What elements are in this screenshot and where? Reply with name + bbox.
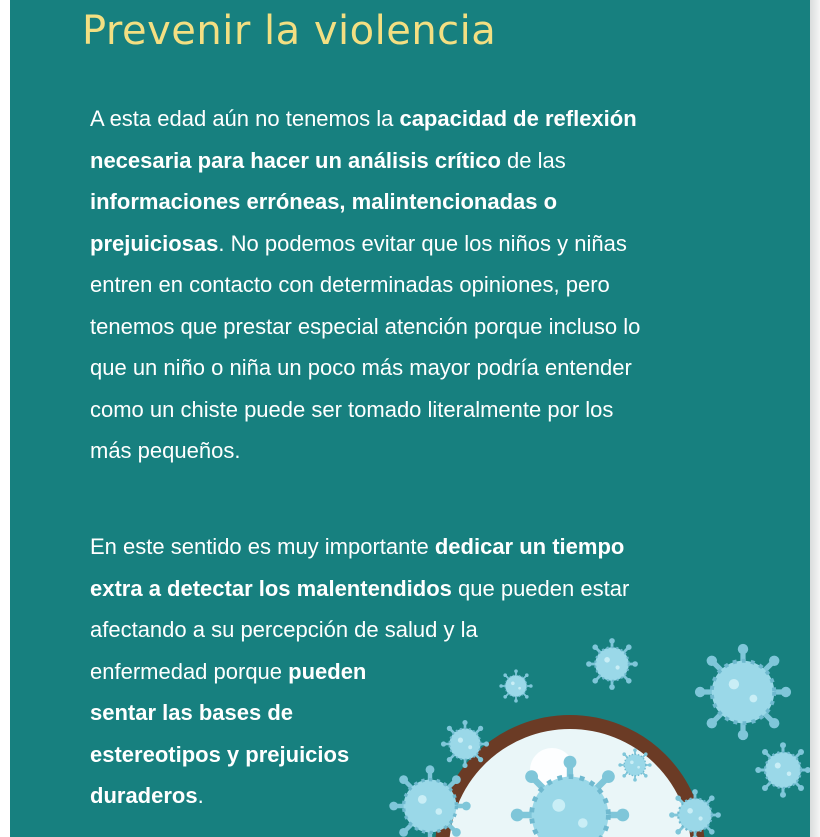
virus-icon [499, 669, 532, 702]
virus-icon [755, 742, 810, 798]
virus-icon [618, 748, 651, 781]
paragraph-2: En este sentido es muy importante dedicar un tiempo extra a detectar los malentendidos que pueden estar afectando a su percepción de salud y la enfermedad porque pueden sentar las bases de estereotipos y prejuicios duraderos. [90, 534, 630, 808]
virus-icon [695, 644, 791, 740]
page-panel [10, 0, 810, 837]
virus-icon [586, 638, 638, 690]
paragraph-1: A esta edad aún no tenemos la capacidad de reflexión necesaria para hacer un análisis crítico de las informaciones erróneas, malintencionadas o prejuiciosas. No podemos evitar que los niños y niñas entren en contacto con determinadas opiniones, pero tenemos que prestar especial atención porque incluso lo que un niño o niña un poco más mayor podría entender como un chiste puede ser tomado literalmente por los más pequeños. [90, 106, 641, 463]
virus-icon [441, 720, 489, 768]
virus-magnifier-illustration [370, 620, 810, 837]
page-edge [810, 0, 820, 837]
page-title: Prevenir la violencia [82, 8, 497, 54]
